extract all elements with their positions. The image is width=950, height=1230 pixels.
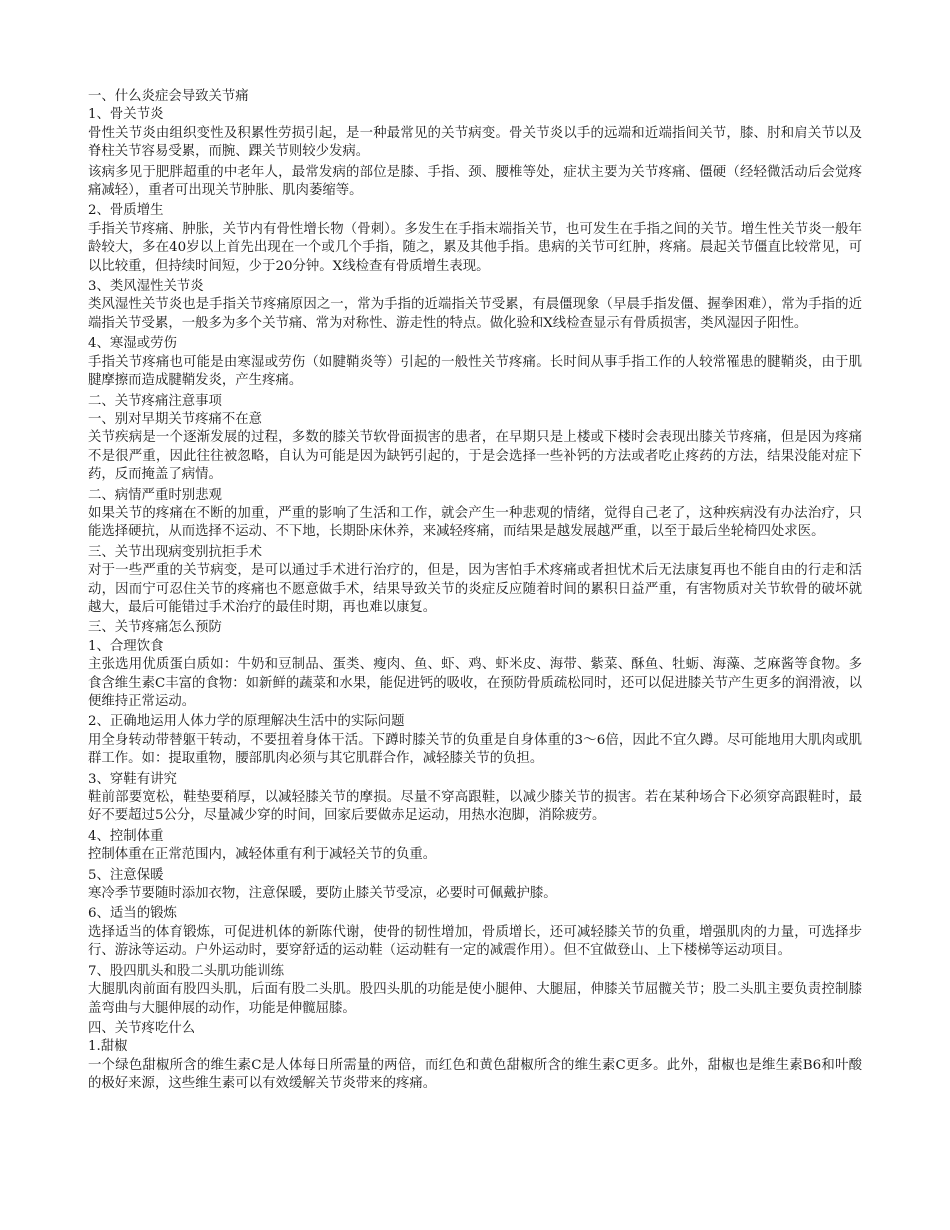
body-paragraph: 一个绿色甜椒所含的维生素C是人体每日所需量的两倍，而红色和黄色甜椒所含的维生素C更多。此外，甜椒也是维生素B6和叶酸的极好来源，这些维生素可以有效缓解关节炎带来的疼痛。 xyxy=(88,1057,862,1092)
body-paragraph: 鞋前部要宽松，鞋垫要稍厚，以减轻膝关节的摩损。尽量不穿高跟鞋，以减少膝关节的损害。若在某种场合下必须穿高跟鞋时，最好不要超过5公分，尽量减少穿的时间，回家后要做赤足运动，用热水泡脚，消除疲劳。 xyxy=(88,790,862,824)
body-paragraph: 寒冷季节要随时添加衣物，注意保暖，要防止膝关节受凉，必要时可佩戴护膝。 xyxy=(88,886,557,902)
section-heading: 三、关节出现病变别抗拒手术 xyxy=(88,544,263,560)
section-heading: 1.甜椒 xyxy=(88,1039,128,1055)
section-heading: 6、适当的锻炼 xyxy=(88,906,177,922)
body-paragraph: 手指关节疼痛、肿胀，关节内有骨性增长物（骨刺）。多发生在手指末端指关节，也可发生在手指之间的关节。增生性关节炎一般年龄较大，多在40岁以上首先出现在一个或几个手指，随之，累及其他手指。患病的关节可红肿，疼痛。晨起关节僵直比较常见，可以比较重，但持续时间短，少于20分钟。X线检查有骨质增生表现。 xyxy=(88,221,862,274)
body-paragraph: 用全身转动带替躯干转动，不要扭着身体干活。下蹲时膝关节的负重是自身体重的3～6倍，因此不宜久蹲。尽可能地用大肌肉或肌群工作。如：提取重物，腰部肌肉必须与其它肌群合作，减轻膝关节的负担。 xyxy=(88,732,862,767)
body-paragraph: 类风湿性关节炎也是手指关节疼痛原因之一，常为手指的近端指关节受累，有晨僵现象（早晨手指发僵、握拳困难），常为手指的近端指关节受累，一般多为多个关节痛、常为对称性、游走性的特点。做化验和X线检查显示有骨质损害，类风湿因子阳性。 xyxy=(88,297,862,331)
section-heading: 3、穿鞋有讲究 xyxy=(88,771,177,787)
body-paragraph: 如果关节的疼痛在不断的加重，严重的影响了生活和工作，就会产生一种悲观的情绪，觉得自己老了，这种疾病没有办法治疗，只能选择硬抗，从而选择不运动、不下地，长期卧床休养，来减轻疼痛，而结果是越发展越严重，以至于最后坐轮椅四处求医。 xyxy=(88,505,862,540)
section-heading: 3、类风湿性关节炎 xyxy=(88,279,204,295)
body-paragraph: 对于一些严重的关节病变，是可以通过手术进行治疗的，但是，因为害怕手术疼痛或者担忧术后无法康复再也不能自由的行走和活动，因而宁可忍住关节的疼痛也不愿意做手术，结果导致关节的炎症反应随着时间的累积日益严重，有害物质对关节软骨的破坏就越大，最后可能错过手术治疗的最佳时期，再也难以康复。 xyxy=(88,563,862,615)
section-heading: 1、骨关节炎 xyxy=(88,107,164,123)
section-heading: 4、控制体重 xyxy=(88,828,164,844)
section-heading: 三、关节疼痛怎么预防 xyxy=(88,620,222,636)
body-paragraph: 骨性关节炎由组织变性及积累性劳损引起，是一种最常见的关节病变。骨关节炎以手的远端和近端指间关节，膝、肘和肩关节以及脊柱关节容易受累，而腕、踝关节则较少发病。 xyxy=(88,125,862,160)
section-heading: 4、寒湿或劳伤 xyxy=(88,336,177,352)
section-heading: 2、正确地运用人体力学的原理解决生活中的实际问题 xyxy=(88,714,405,730)
section-heading: 1、合理饮食 xyxy=(88,638,164,654)
document-page xyxy=(88,88,862,1096)
section-heading: 5、注意保暖 xyxy=(88,867,164,883)
body-paragraph: 关节疾病是一个逐渐发展的过程，多数的膝关节软骨面损害的患者，在早期只是上楼或下楼时会表现出膝关节疼痛，但是因为疼痛不是很严重，因此往往被忽略，自认为可能是因为缺钙引起的，于是会选择一些补钙的方法或者吃止疼药的方法，结果没能对症下药，反而掩盖了病情。 xyxy=(88,430,862,483)
section-heading: 一、别对早期关节疼痛不在意 xyxy=(88,411,263,427)
body-paragraph: 选择适当的体育锻炼，可促进机体的新陈代谢，使骨的韧性增加，骨质增长，还可减轻膝关节的负重，增强肌肉的力量，可选择步行、游泳等运动。户外运动时，要穿舒适的运动鞋（运动鞋有一定的减震作用）。但不宜做登山、上下楼梯等运动项目。 xyxy=(88,924,862,959)
section-heading: 二、病情严重时别悲观 xyxy=(88,487,222,503)
section-heading: 二、关节疼痛注意事项 xyxy=(88,393,222,409)
body-paragraph: 手指关节疼痛也可能是由寒湿或劳伤（如腱鞘炎等）引起的一般性关节疼痛。长时间从事手指工作的人较常罹患的腱鞘炎，由于肌腱摩擦而造成腱鞘发炎，产生疼痛。 xyxy=(88,354,862,389)
body-paragraph: 控制体重在正常范围内，减轻体重有利于减轻关节的负重。 xyxy=(88,847,437,863)
section-heading: 7、股四肌头和股二头肌功能训练 xyxy=(88,963,284,979)
section-heading: 四、关节疼吃什么 xyxy=(88,1020,196,1036)
body-paragraph: 该病多见于肥胖超重的中老年人，最常发病的部位是膝、手指、颈、腰椎等处，症状主要为关节疼痛、僵硬（经轻微活动后会觉疼痛减轻），重者可出现关节肿胀、肌肉萎缩等。 xyxy=(88,164,862,199)
section-heading: 一、什么炎症会导致关节痛 xyxy=(88,89,249,104)
section-heading: 2、骨质增生 xyxy=(88,203,164,219)
body-paragraph: 大腿肌肉前面有股四头肌，后面有股二头肌。股四头肌的功能是使小腿伸、大腿屈，伸膝关节屈髋关节；股二头肌主要负责控制膝盖弯曲与大腿伸展的动作，功能是伸髋屈膝。 xyxy=(88,982,862,1016)
body-paragraph: 主张选用优质蛋白质如：牛奶和豆制品、蛋类、瘦肉、鱼、虾、鸡、虾米皮、海带、紫菜、酥鱼、牡蛎、海藻、芝麻酱等食物。多食含维生素C丰富的食物：如新鲜的蔬菜和水果，能促进钙的吸收，在预防骨质疏松同时，还可以促进膝关节产生更多的润滑液，以便维持正常运动。 xyxy=(88,657,862,709)
